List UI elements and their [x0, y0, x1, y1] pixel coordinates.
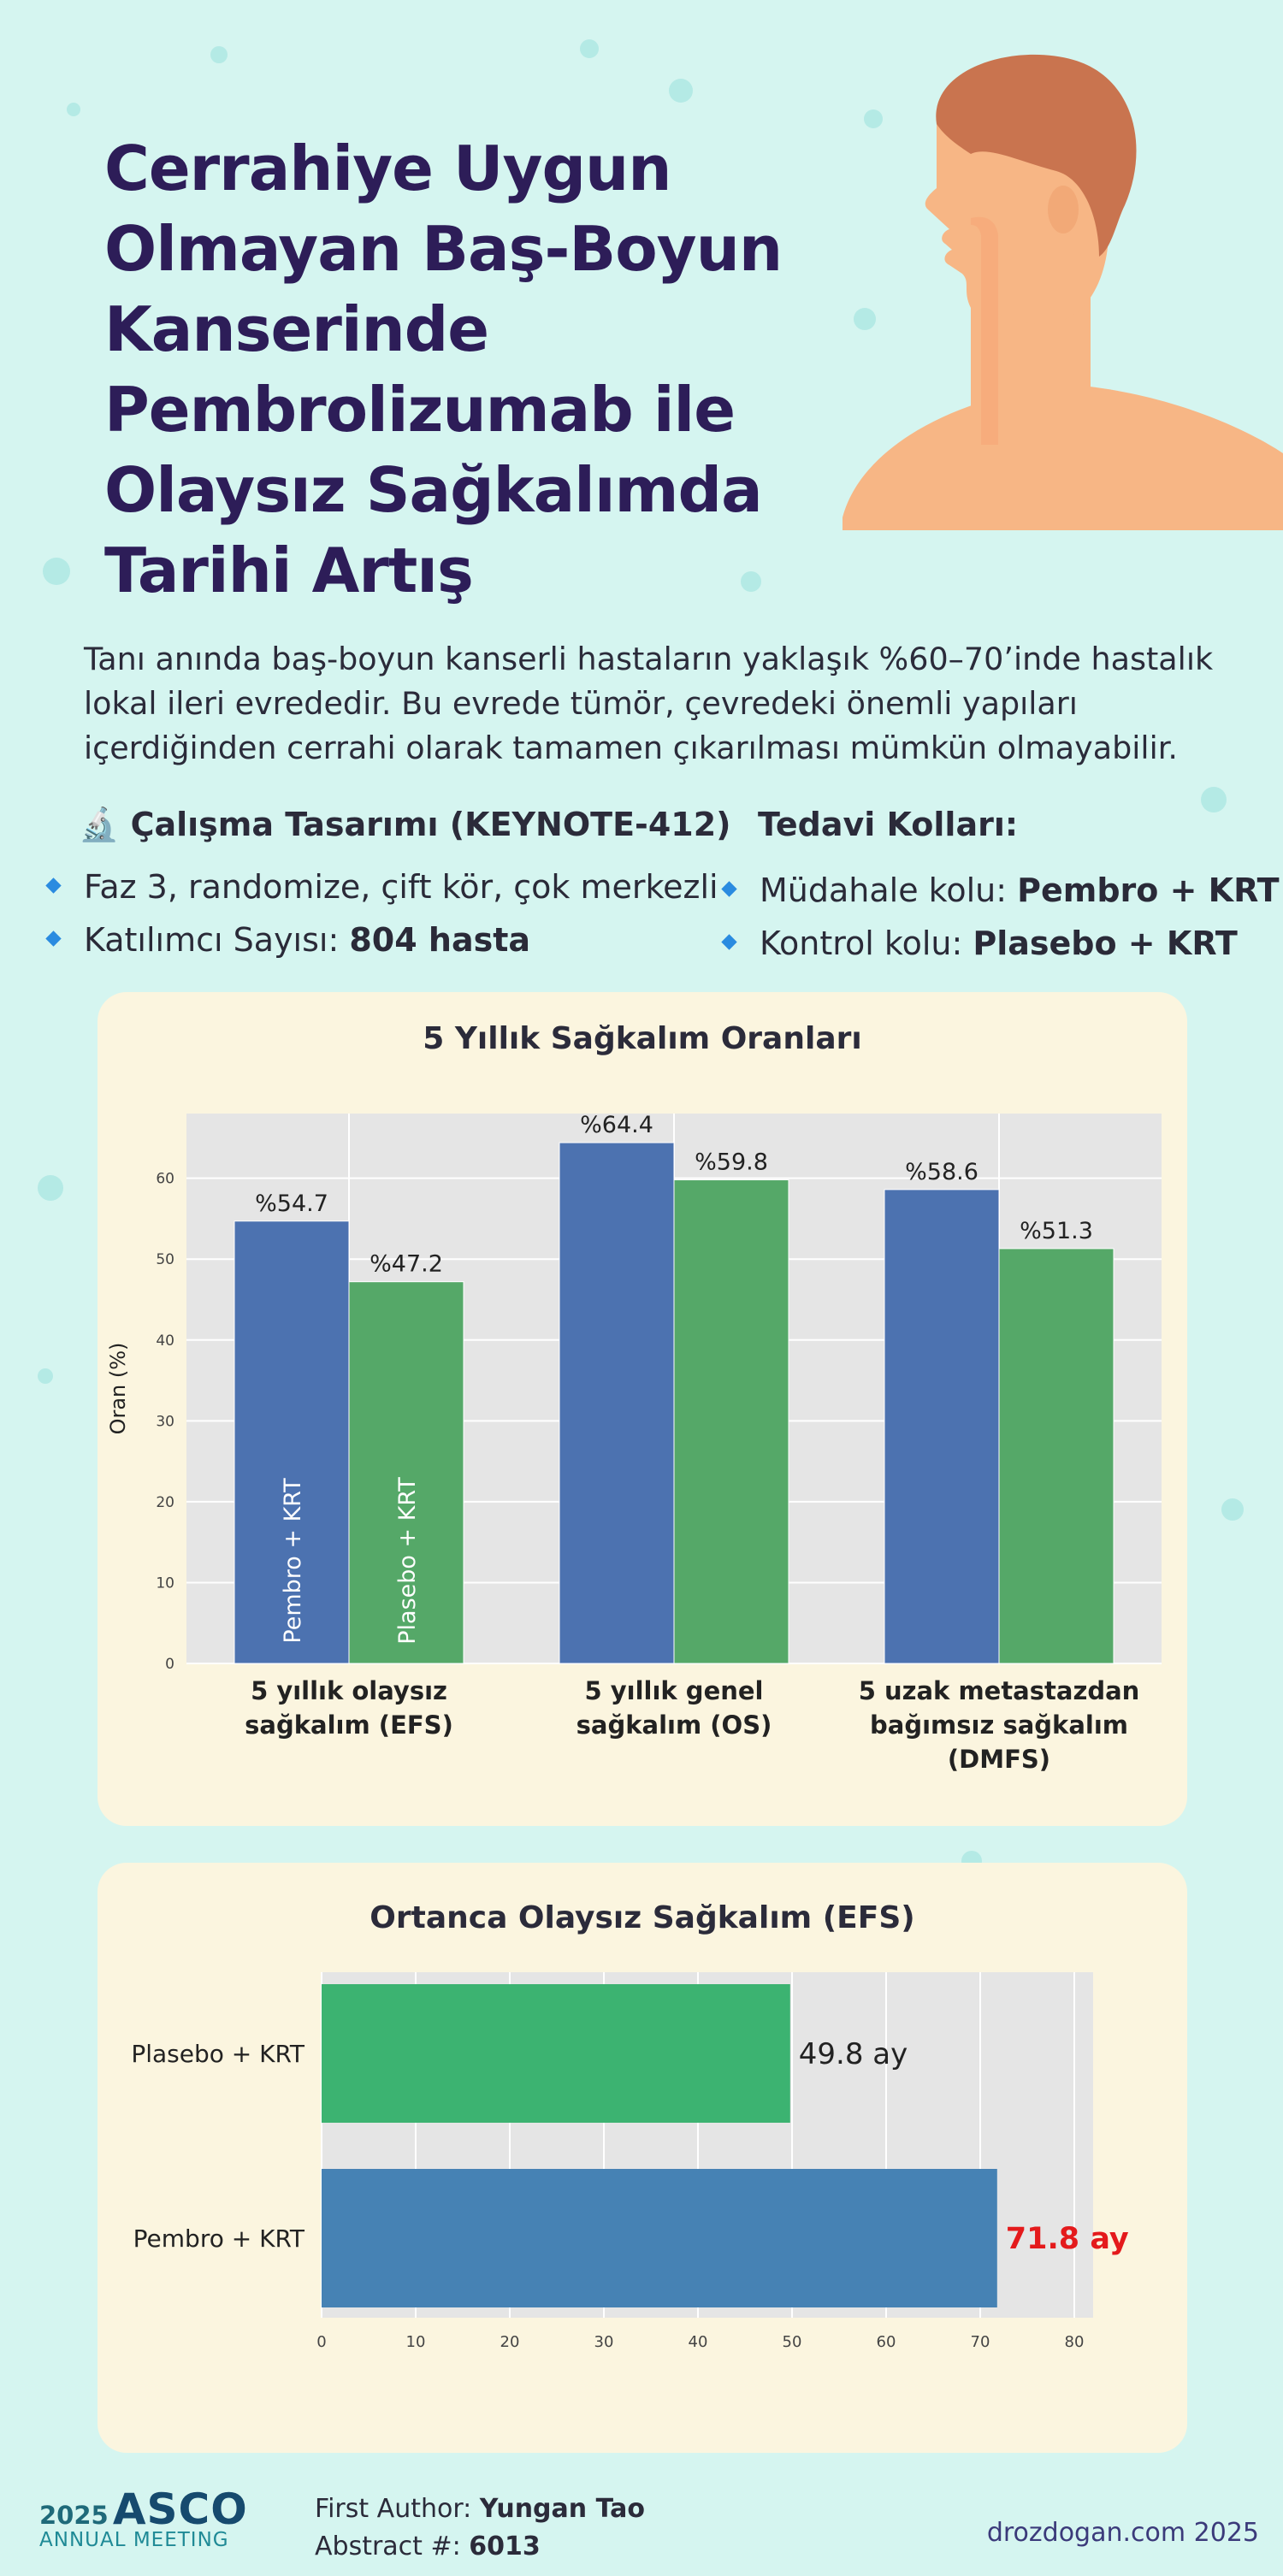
- ear: [1048, 186, 1079, 233]
- list-item: Müdahale kolu: Pembro + KRT: [720, 864, 1280, 917]
- bar: [674, 1180, 789, 1663]
- title-line: Olmayan Baş-Boyun: [104, 213, 783, 285]
- data-label: %54.7: [255, 1190, 328, 1217]
- y-tick-label: 60: [156, 1170, 174, 1188]
- data-label: 71.8 ay: [1005, 2222, 1129, 2256]
- bar: [322, 2169, 997, 2307]
- x-tick-label: 20: [500, 2333, 520, 2351]
- background-bubble: [210, 46, 228, 63]
- y-tick-label: 0: [165, 1656, 174, 1673]
- x-tick-label: 70: [970, 2333, 990, 2351]
- diamond-bullet-icon: [721, 881, 736, 896]
- bar: [999, 1249, 1114, 1663]
- x-tick-label: 80: [1064, 2333, 1085, 2351]
- chart-title: 5 Yıllık Sağkalım Oranları: [423, 1021, 862, 1056]
- page-title: [104, 128, 840, 611]
- list-item: Katılımcı Sayısı: 804 hasta: [44, 913, 718, 966]
- background-bubble: [669, 79, 693, 103]
- y-tick-label: 20: [156, 1493, 174, 1511]
- bar: [322, 1984, 790, 2123]
- asco-name: ASCO: [112, 2484, 248, 2534]
- data-label: 49.8 ay: [798, 2037, 908, 2071]
- x-tick-label: 5 uzak metastazdan: [858, 1676, 1140, 1705]
- x-tick-label: 5 yıllık genel: [584, 1676, 764, 1705]
- x-tick-label: 5 yıllık olaysız: [251, 1676, 447, 1705]
- title-line: Cerrahiye Uygun: [104, 133, 671, 204]
- trial-name: KEYNOTE-412: [464, 806, 717, 843]
- background-bubble: [38, 1368, 53, 1384]
- x-tick-label: 50: [782, 2333, 802, 2351]
- site-credit: drozdogan.com 2025: [986, 2518, 1259, 2548]
- x-tick-label: 30: [594, 2333, 614, 2351]
- x-tick-label: sağkalım (EFS): [245, 1710, 453, 1740]
- data-label: %59.8: [695, 1149, 768, 1176]
- median-efs-card: [98, 1863, 1187, 2453]
- title-line: Olaysız Sağkalımda: [104, 454, 762, 526]
- y-tick-label: 40: [156, 1332, 174, 1350]
- x-tick-label: sağkalım (OS): [576, 1710, 772, 1740]
- x-tick-label: 0: [316, 2333, 327, 2351]
- study-design-list: [44, 860, 718, 966]
- chart-title: Ortanca Olaysız Sağkalım (EFS): [370, 1900, 915, 1935]
- list-item: Faz 3, randomize, çift kör, çok merkezli: [44, 860, 718, 913]
- x-tick-label: 40: [688, 2333, 708, 2351]
- series-label: Plasebo + KRT: [394, 1477, 421, 1645]
- y-tick-label: Pembro + KRT: [133, 2224, 304, 2253]
- data-label: %58.6: [905, 1158, 979, 1185]
- background-bubble: [1221, 1498, 1244, 1521]
- treatment-arms-heading: Tedavi Kolları:: [758, 806, 1019, 843]
- title-line: Kanserinde: [104, 293, 489, 365]
- series-label: Pembro + KRT: [280, 1478, 306, 1644]
- asco-logo: [39, 2484, 248, 2551]
- asco-year: 2025: [39, 2501, 109, 2530]
- y-tick-label: 30: [156, 1413, 174, 1431]
- y-axis-label: Oran (%): [106, 1342, 130, 1435]
- author-name: Yungan Tao: [479, 2494, 646, 2524]
- data-label: %47.2: [370, 1250, 443, 1278]
- abstract-number: 6013: [469, 2532, 541, 2561]
- bar: [884, 1190, 999, 1663]
- background-bubble: [1201, 787, 1227, 812]
- head-neck-illustration: [843, 51, 1283, 530]
- asco-subtitle: ANNUAL MEETING: [39, 2529, 229, 2551]
- data-label: %64.4: [580, 1112, 653, 1139]
- list-item: Kontrol kolu: Plasebo + KRT: [720, 917, 1280, 970]
- background-bubble: [43, 558, 70, 585]
- x-tick-label: (DMFS): [947, 1745, 1051, 1774]
- author-info: First Author: Yungan Tao Abstract #: 6013: [315, 2494, 646, 2561]
- survival-rates-card: [98, 992, 1187, 1826]
- background-bubble: [67, 103, 80, 116]
- title-line: Tarihi Artış: [104, 535, 473, 606]
- title-line: Pembrolizumab ile: [104, 374, 736, 446]
- y-tick-label: Plasebo + KRT: [131, 2040, 304, 2068]
- background-bubble: [580, 39, 599, 58]
- background-bubble: [38, 1175, 63, 1201]
- y-tick-label: 10: [156, 1575, 174, 1592]
- diamond-bullet-icon: [45, 877, 61, 893]
- x-tick-label: bağımsız sağkalım: [870, 1710, 1128, 1740]
- intro-text: Tanı anında baş-boyun kanserli hastaların yaklaşık %60–70’inde hastalık lokal ileri evrededir. Bu evrede tümör, çevredeki önemli yapıları içerdiğinden cerrahi olarak tamamen çıkarılması mümkün olmayabilir.: [84, 641, 1214, 766]
- treatment-arms-list: [720, 864, 1280, 970]
- study-design-heading: 🔬 Çalışma Tasarımı (KEYNOTE-412): [79, 806, 731, 843]
- microscope-icon: 🔬: [79, 806, 120, 843]
- data-label: %51.3: [1020, 1217, 1093, 1244]
- survival-bar-chart: [98, 992, 1187, 1826]
- median-efs-bar-chart: [98, 1863, 1187, 2453]
- y-tick-label: 50: [156, 1251, 174, 1269]
- diamond-bullet-icon: [45, 931, 61, 946]
- bar: [559, 1143, 674, 1663]
- diamond-bullet-icon: [721, 934, 736, 949]
- x-tick-label: 60: [876, 2333, 896, 2351]
- x-tick-label: 10: [405, 2333, 426, 2351]
